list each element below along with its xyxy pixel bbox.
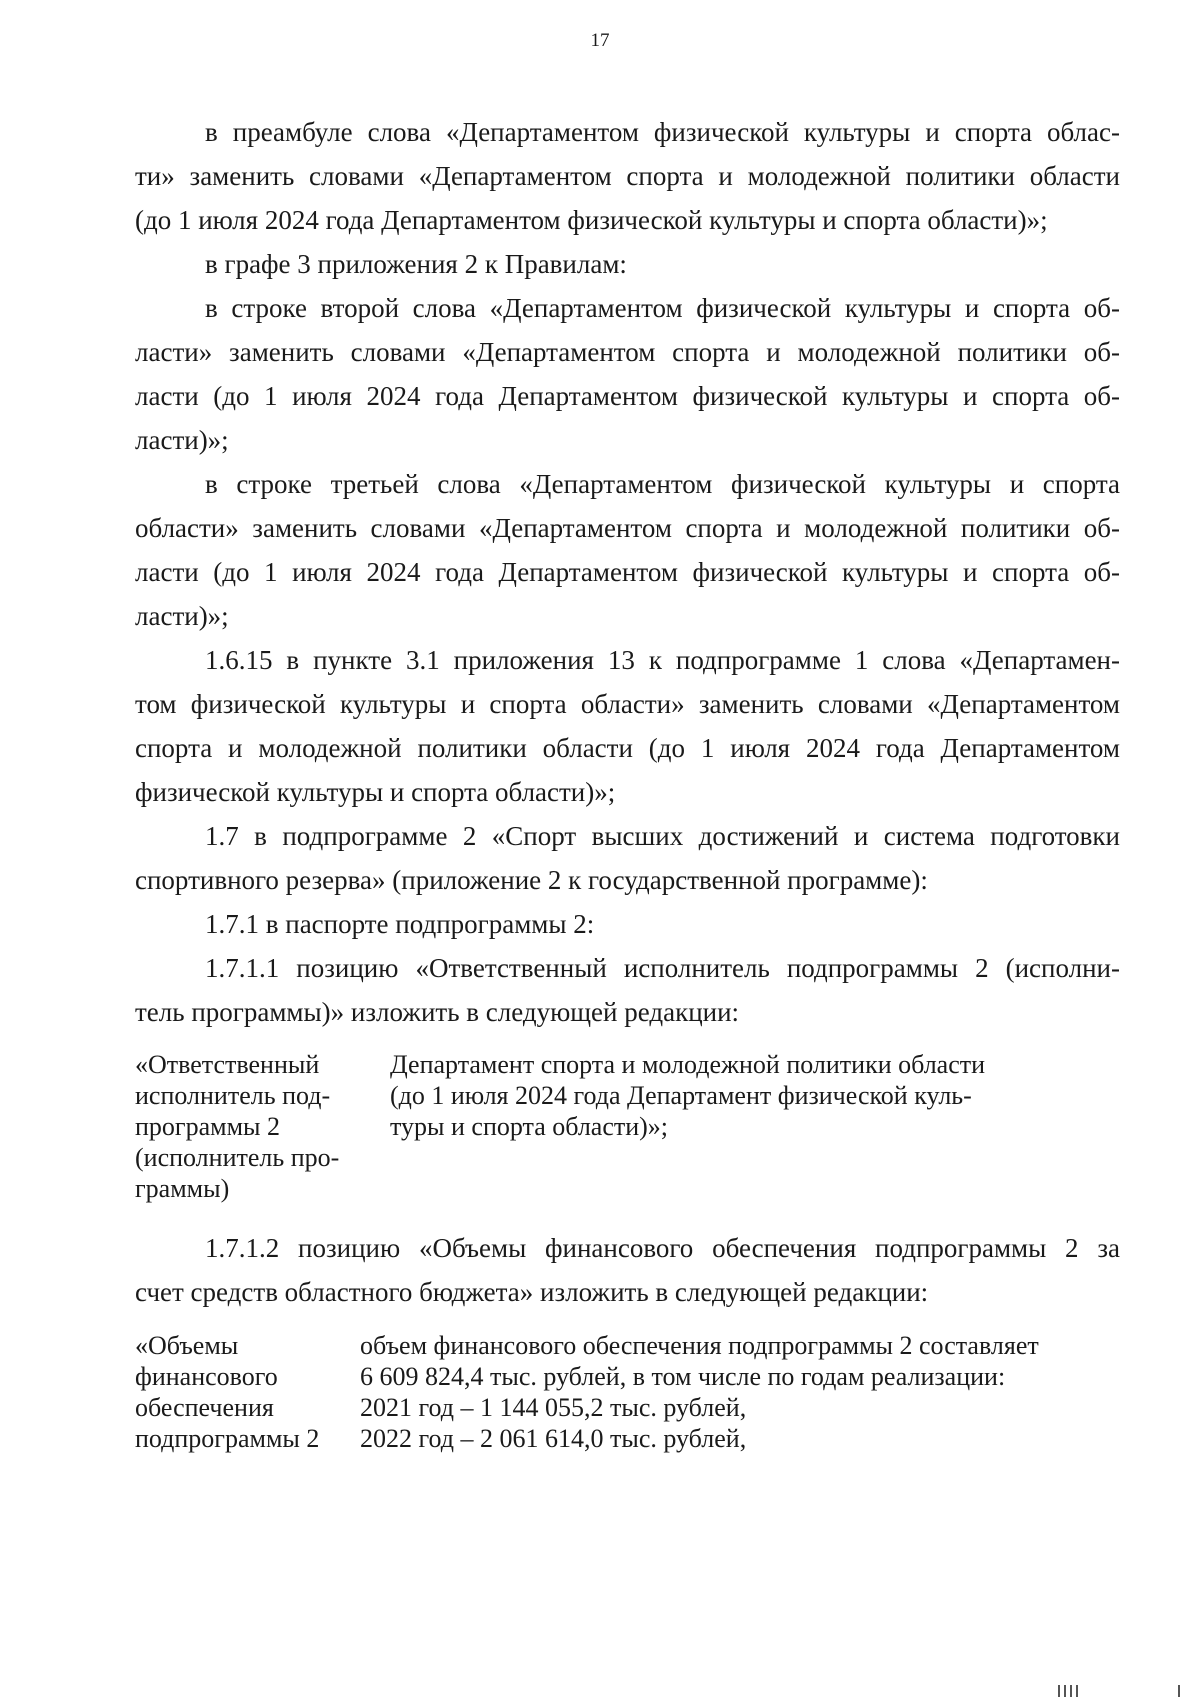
page-number: 17: [590, 30, 610, 51]
body-line: том физической культуры и спорта области» заменить словами «Департаментом: [135, 689, 1120, 719]
table-left-cell-line: обеспечения: [135, 1393, 274, 1422]
table-left-cell-line: подпрограммы 2: [135, 1424, 320, 1453]
table-left-cell-line: граммы): [135, 1174, 230, 1203]
body-line: ласти)»;: [135, 425, 229, 455]
body-line: ласти (до 1 июля 2024 года Департаментом физической культуры и спорта об-: [135, 381, 1120, 411]
body-line: 1.7 в подпрограмме 2 «Спорт высших достижений и система подготовки: [205, 821, 1120, 851]
table-left-cell-line: «Ответственный: [135, 1050, 320, 1079]
table-right-cell-line: объем финансового обеспечения подпрограммы 2 составляет: [360, 1331, 1039, 1360]
body-line: в строке третьей слова «Департаментом физической культуры и спорта: [205, 469, 1120, 499]
scan-mark: [1076, 1685, 1078, 1697]
body-line: спорта и молодежной политики области (до 1 июля 2024 года Департаментом: [135, 733, 1120, 763]
table-right-cell-line: туры и спорта области)»;: [390, 1112, 669, 1141]
body-line: ти» заменить словами «Департаментом спорта и молодежной политики области: [135, 161, 1120, 191]
body-line: (до 1 июля 2024 года Департаментом физической культуры и спорта области)»;: [135, 205, 1048, 235]
body-line: счет средств областного бюджета» изложить в следующей редакции:: [135, 1277, 929, 1307]
body-line: спортивного резерва» (приложение 2 к государственной программе):: [135, 865, 928, 895]
body-line: ласти)»;: [135, 601, 229, 631]
table-right-cell-line: 2022 год – 2 061 614,0 тыс. рублей,: [360, 1424, 747, 1453]
table-right-cell-line: Департамент спорта и молодежной политики области: [390, 1050, 986, 1079]
body-line: в графе 3 приложения 2 к Правилам:: [205, 249, 627, 279]
table-left-cell-line: «Объемы: [135, 1331, 239, 1360]
body-line: ласти» заменить словами «Департаментом спорта и молодежной политики об-: [135, 337, 1120, 367]
body-line: области» заменить словами «Департаментом спорта и молодежной политики об-: [135, 513, 1120, 543]
body-line: 1.7.1 в паспорте подпрограммы 2:: [205, 909, 595, 939]
table-right-cell-line: 2021 год – 1 144 055,2 тыс. рублей,: [360, 1393, 747, 1422]
scan-mark: [1178, 1685, 1180, 1697]
body-line: в строке второй слова «Департаментом физической культуры и спорта об-: [205, 293, 1120, 323]
body-line: 1.6.15 в пункте 3.1 приложения 13 к подпрограмме 1 слова «Департамен-: [205, 645, 1120, 675]
table-left-cell-line: исполнитель под-: [135, 1081, 331, 1110]
table-right-cell-line: (до 1 июля 2024 года Департамент физической куль-: [390, 1081, 972, 1110]
table-left-cell-line: финансового: [135, 1362, 278, 1391]
body-line: 1.7.1.2 позицию «Объемы финансового обеспечения подпрограммы 2 за: [205, 1233, 1120, 1263]
body-line: ласти (до 1 июля 2024 года Департаментом физической культуры и спорта об-: [135, 557, 1120, 587]
body-line: в преамбуле слова «Департаментом физической культуры и спорта облас-: [205, 117, 1120, 147]
scan-mark: [1064, 1685, 1066, 1697]
table-right-cell-line: 6 609 824,4 тыс. рублей, в том числе по годам реализации:: [360, 1362, 1006, 1391]
scan-mark: [1058, 1685, 1060, 1697]
scan-mark: [1070, 1685, 1072, 1697]
body-line: тель программы)» изложить в следующей редакции:: [135, 997, 740, 1027]
table-left-cell-line: (исполнитель про-: [135, 1143, 340, 1172]
table-left-cell-line: программы 2: [135, 1112, 280, 1141]
body-line: 1.7.1.1 позицию «Ответственный исполнитель подпрограммы 2 (исполни-: [205, 953, 1120, 983]
body-line: физической культуры и спорта области)»;: [135, 777, 616, 807]
